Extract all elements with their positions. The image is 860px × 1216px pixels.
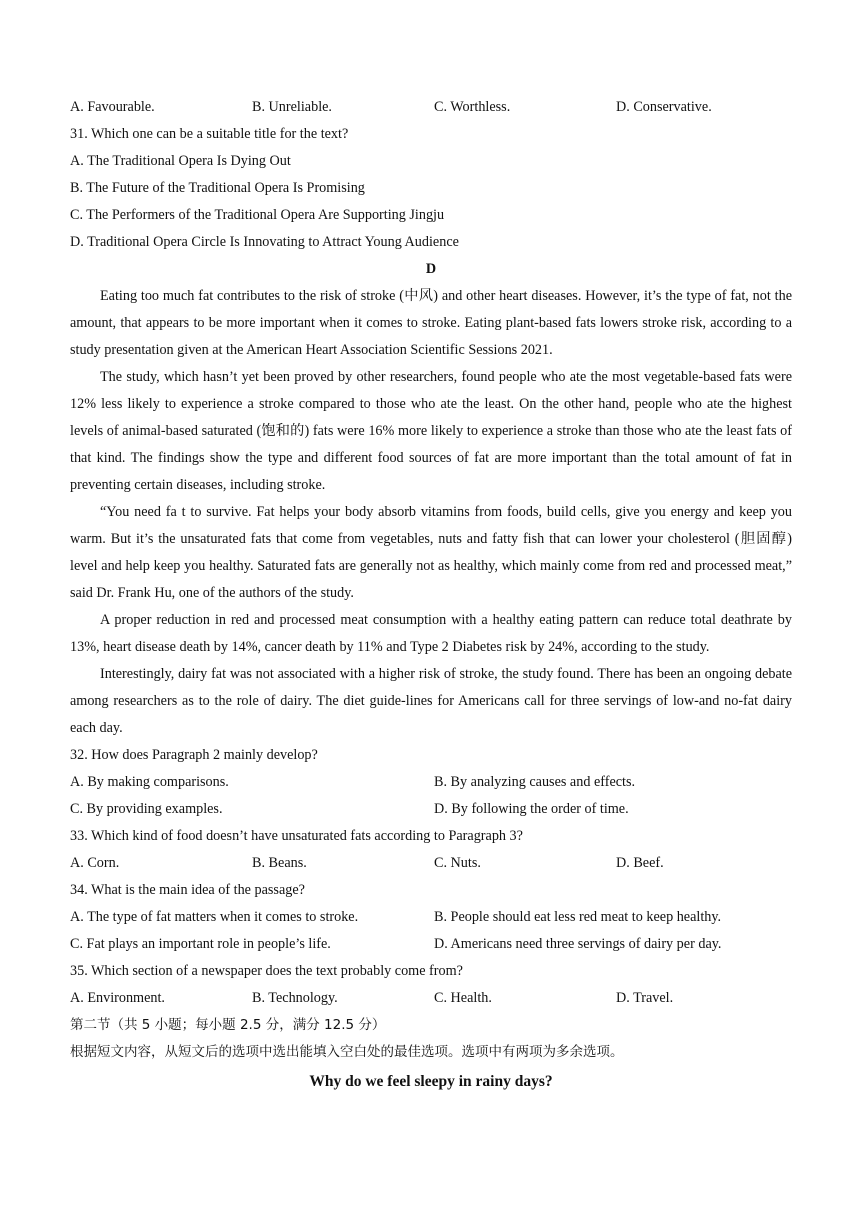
section-d-heading: D [425,261,437,277]
paragraph-1: Eating too much fat contributes to the risk of stroke (中风) and other heart diseases. However, it’s the type of fat, not the amount, that appears to be more important when it comes to stroke. Eating plant-based fats lowers stroke risk, according to a study presentation given at the American Heart Association Scientific Sessions 2021. [70,288,792,358]
q35-option-a: A. Environment. [70,990,165,1006]
section-2-instruction: 根据短文内容，从短文后的选项中选出能填入空白处的最佳选项。选项中有两项为多余选项。 [70,1044,624,1060]
q30-options [70,94,792,121]
q32-option-b: B. By analyzing causes and effects. [434,774,636,790]
exam-page [70,94,792,1095]
option-b: B. Unreliable. [252,99,332,115]
option-d: D. Conservative. [616,99,712,115]
q35-option-d: D. Travel. [616,990,674,1006]
q34-option-c: C. Fat plays an important role in people’s life. [70,936,331,952]
q32-stem: 32. How does Paragraph 2 mainly develop? [70,747,318,763]
paragraph-5: Interestingly, dairy fat was not associated with a higher risk of stroke, the study found. There has been an ongoing debate among researchers as to the role of dairy. The diet guide-lines for Americans call for three servings of low-and no-fat dairy each day. [70,666,792,736]
q31-stem: 31. Which one can be a suitable title for the text? [70,126,349,142]
q34-options-row-2 [70,931,792,958]
q32-options-row-2 [70,796,792,823]
q34-options-row-1 [70,904,792,931]
paragraph-2: The study, which hasn’t yet been proved by other researchers, found people who ate the most vegetable-based fats were 12% less likely to experience a stroke compared to those who ate the least. On the other hand, people who ate the highest levels of animal-based saturated (饱和的) fats were 16% more likely to experience a stroke than those who ate the least fats of that kind. The findings show the type and different food sources of fat are more important than the total amount of fat in preventing certain diseases, including stroke. [70,369,792,493]
q35-options [70,985,792,1012]
q33-options [70,850,792,877]
q31-option-b: B. The Future of the Traditional Opera Is Promising [70,180,365,196]
q34-stem: 34. What is the main idea of the passage? [70,882,305,898]
q33-option-b: B. Beans. [252,855,307,871]
passage-title: Why do we feel sleepy in rainy days? [309,1073,553,1090]
option-c: C. Worthless. [434,99,511,115]
q34-option-a: A. The type of fat matters when it comes to stroke. [70,909,359,925]
q32-option-d: D. By following the order of time. [434,801,629,817]
q32-option-a: A. By making comparisons. [70,774,229,790]
q34-option-b: B. People should eat less red meat to keep healthy. [434,909,722,925]
q33-option-c: C. Nuts. [434,855,481,871]
q33-option-d: D. Beef. [616,855,664,871]
q35-option-c: C. Health. [434,990,492,1006]
q32-option-c: C. By providing examples. [70,801,223,817]
q33-option-a: A. Corn. [70,855,120,871]
passage-d [70,283,792,742]
section-2-header: 第二节（共 5 小题；每小题 2.5 分，满分 12.5 分） [70,1017,386,1033]
paragraph-4: A proper reduction in red and processed meat consumption with a healthy eating pattern can reduce total deathrate by 13%, heart disease death by 14%, cancer death by 11% and Type 2 Diabetes risk by 24%, according to the study. [70,612,792,655]
q35-option-b: B. Technology. [252,990,338,1006]
q31-option-d: D. Traditional Opera Circle Is Innovating to Attract Young Audience [70,234,459,250]
option-a: A. Favourable. [70,99,155,115]
q32-options-row-1 [70,769,792,796]
q31-option-a: A. The Traditional Opera Is Dying Out [70,153,291,169]
q33-stem: 33. Which kind of food doesn’t have unsaturated fats according to Paragraph 3? [70,828,523,844]
q34-option-d: D. Americans need three servings of dairy per day. [434,936,722,952]
paragraph-3: “You need fa t to survive. Fat helps your body absorb vitamins from foods, build cells, give you energy and keep you warm. But it’s the unsaturated fats that come from vegetables, nuts and fatty fish that can lower your cholesterol (胆固醇) level and help keep you healthy. Saturated fats are generally not as healthy, which mainly come from red and processed meat,” said Dr. Frank Hu, one of the authors of the study. [70,504,792,601]
q31-option-c: C. The Performers of the Traditional Opera Are Supporting Jingju [70,207,445,223]
q35-stem: 35. Which section of a newspaper does the text probably come from? [70,963,463,979]
